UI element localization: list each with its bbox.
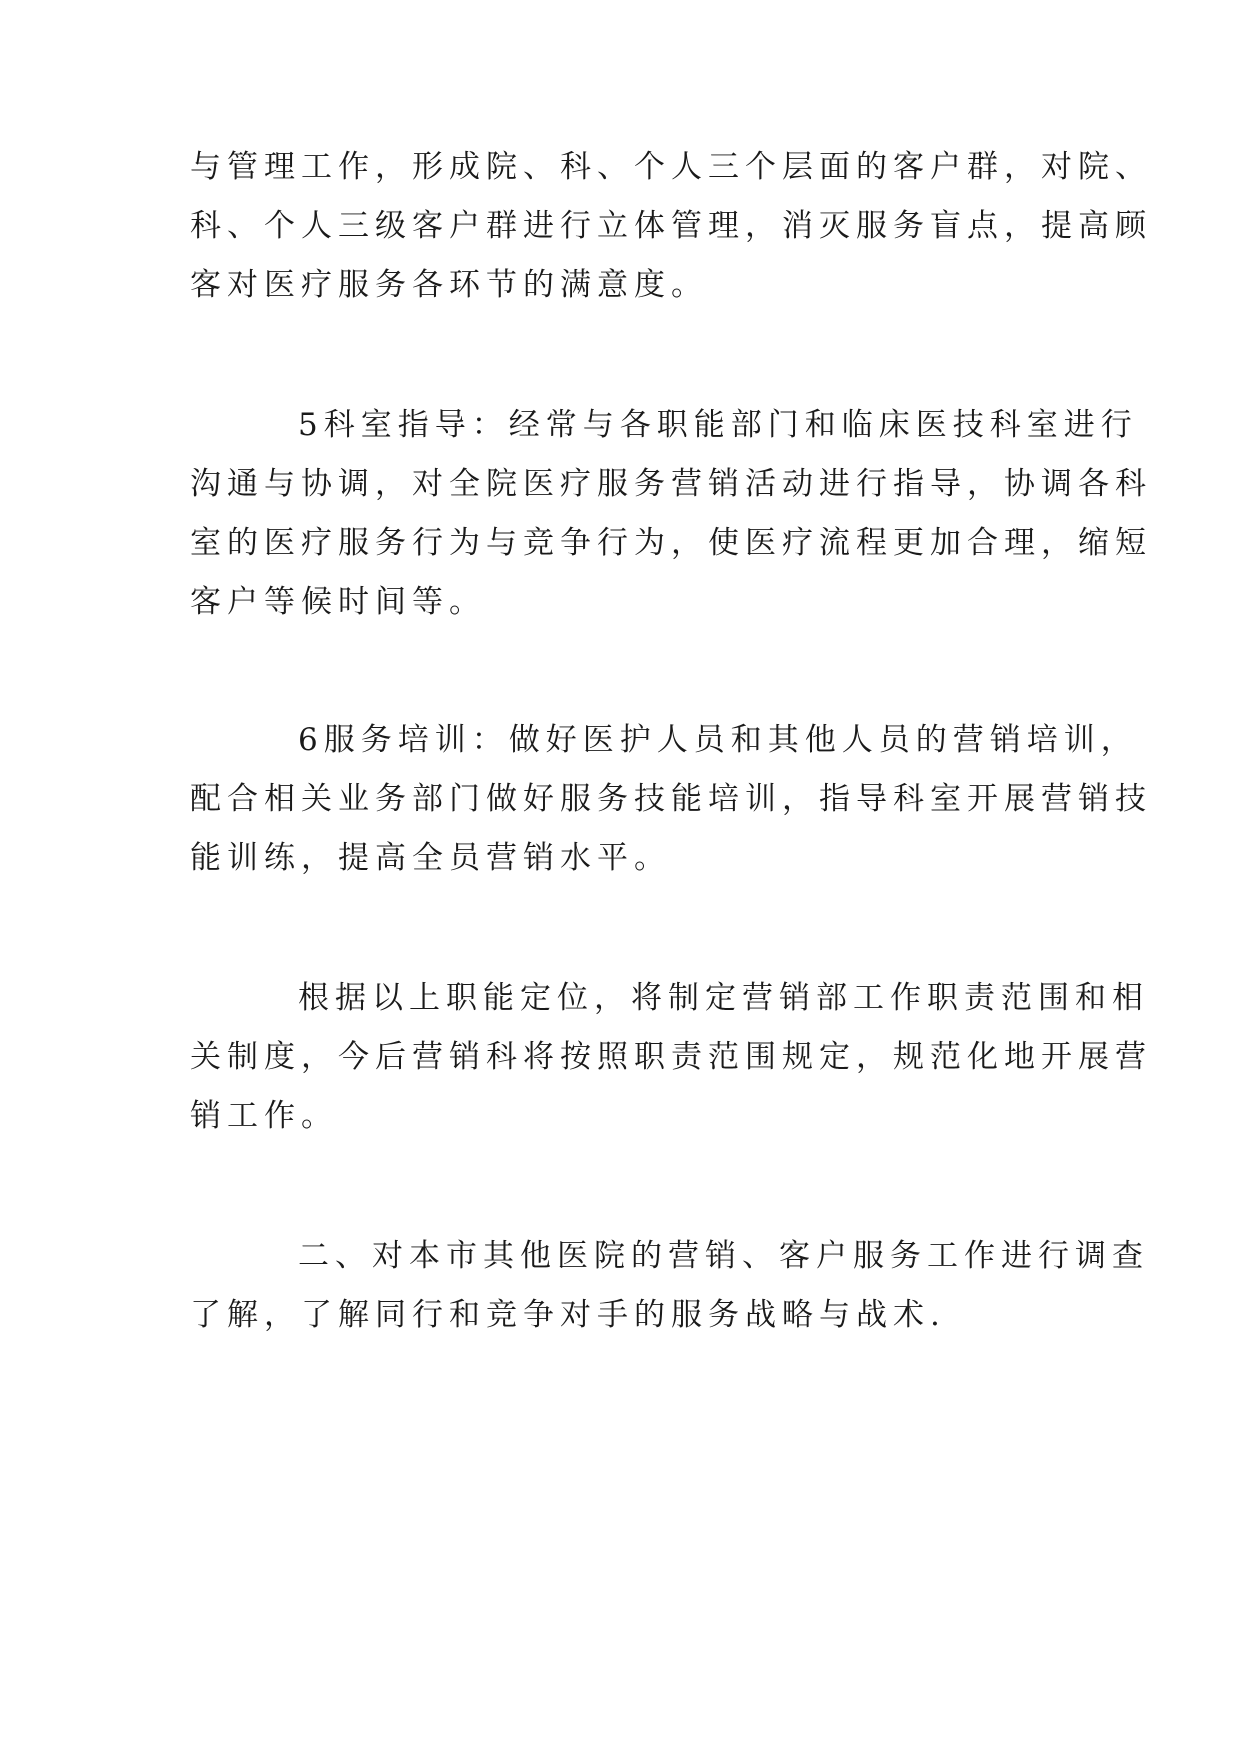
text-line: 客对医疗服务各环节的满意度。 <box>190 267 708 303</box>
text-line: 与管理工作，形成院、科、个人三个层面的客户群，对院、 <box>190 149 1152 185</box>
text-line: 科、个人三级客户群进行立体管理，消灭服务盲点，提高顾 <box>190 208 1152 244</box>
paragraph-client-management <box>190 138 1152 315</box>
paragraph-competitor-survey <box>190 1227 1149 1345</box>
text-line: 客户等候时间等。 <box>190 584 486 620</box>
paragraph-department-guidance <box>190 396 1152 632</box>
text-line: 根据以上职能定位，将制定营销部工作职责范围和相 <box>298 980 1149 1016</box>
text-line: 了解，了解同行和竞争对手的服务战略与战术. <box>190 1297 946 1333</box>
text-line: 销工作。 <box>190 1098 338 1134</box>
text-line: 配合相关业务部门做好服务技能培训，指导科室开展营销技 <box>190 781 1152 817</box>
paragraph-duty-scope <box>190 969 1152 1146</box>
text-line: 沟通与协调，对全院医疗服务营销活动进行指导，协调各科 <box>190 466 1152 502</box>
text-line: 5科室指导：经常与各职能部门和临床医技科室进行 <box>298 407 1138 443</box>
text-line: 室的医疗服务行为与竞争行为，使医疗流程更加合理，缩短 <box>190 525 1152 561</box>
text-line: 关制度，今后营销科将按照职责范围规定，规范化地开展营 <box>190 1039 1152 1075</box>
paragraph-service-training <box>190 711 1152 888</box>
text-line: 6服务培训：做好医护人员和其他人员的营销培训， <box>298 722 1138 758</box>
text-line: 二、对本市其他医院的营销、客户服务工作进行调查 <box>298 1238 1149 1274</box>
text-line: 能训练，提高全员营销水平。 <box>190 840 671 876</box>
